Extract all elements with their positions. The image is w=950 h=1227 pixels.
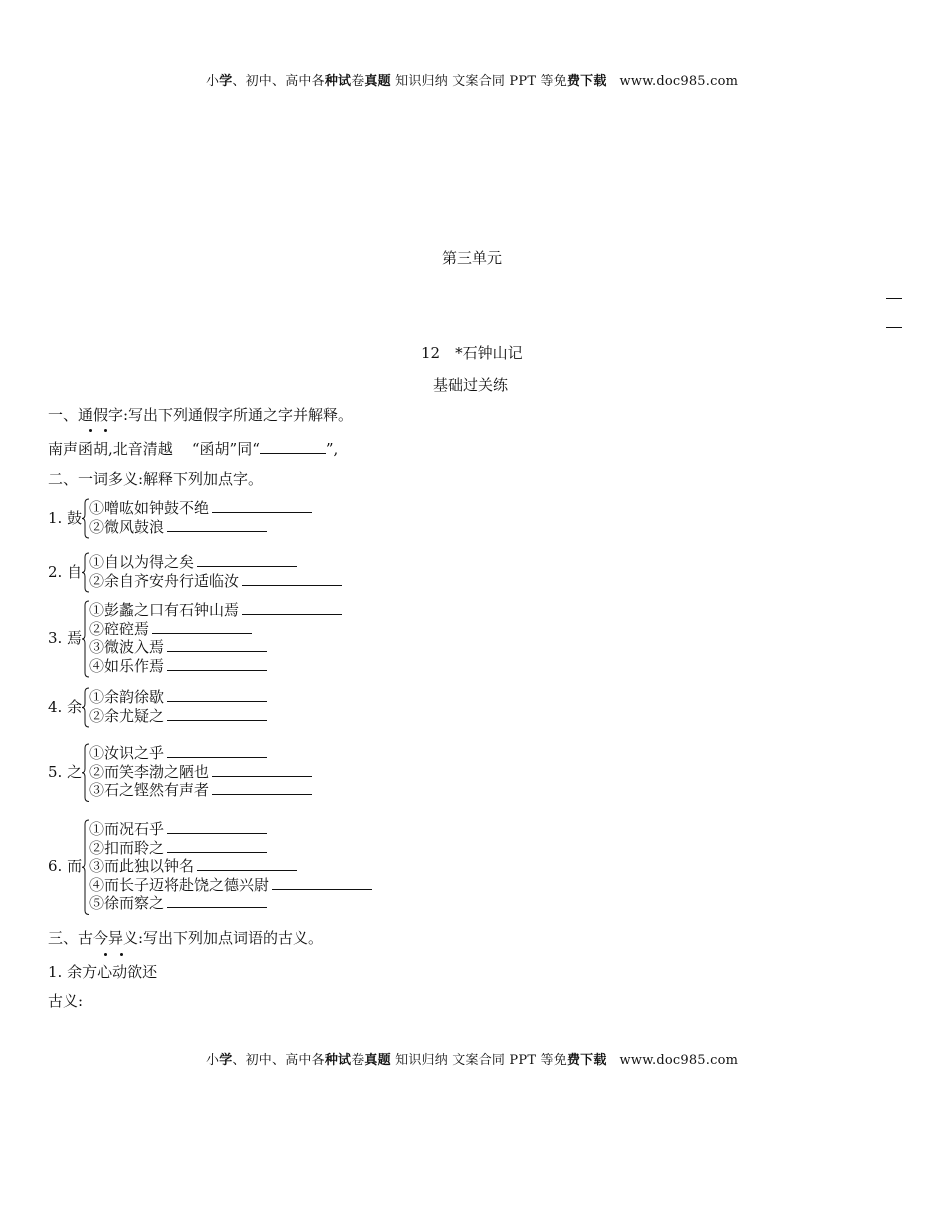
banner-text: 文案合同 PPT 等免 [452, 1053, 567, 1068]
emphasis-dot [89, 429, 92, 432]
section-title: 基础过关练 [433, 376, 509, 394]
banner-text: 知识归纳 [390, 1053, 453, 1068]
list-item [89, 516, 267, 537]
answer-blank[interactable] [212, 780, 312, 795]
list-item [89, 892, 267, 913]
header-banner [206, 70, 738, 89]
emphasis-dot [120, 953, 123, 956]
banner-text: 费下载 [566, 74, 607, 89]
answer-label: 古义: [48, 992, 84, 1010]
sentence-text: 南声函胡,北音清越 [48, 440, 173, 458]
answer-blank[interactable] [167, 637, 267, 652]
item-text: ②余自齐安舟行适临汝 [89, 571, 240, 590]
answer-blank[interactable] [242, 600, 342, 615]
banner-text: 知识归纳 [390, 74, 453, 89]
prompt-text: ”, [325, 440, 339, 458]
margin-mark [886, 327, 902, 328]
item-text: ④而长子迈将赴饶之德兴尉 [89, 875, 270, 894]
banner-text: 小 [206, 1053, 220, 1068]
banner-text: 种试 [324, 1053, 352, 1068]
answer-blank[interactable] [167, 893, 267, 908]
footer-banner [206, 1049, 738, 1068]
item-text: ③而此独以钟名 [89, 857, 195, 875]
group-label: 4. 余 [48, 697, 83, 716]
banner-text: 卷 [351, 74, 365, 89]
answer-blank[interactable] [167, 706, 267, 721]
answer-blank[interactable] [272, 875, 372, 890]
banner-text: 学 [219, 1053, 233, 1068]
answer-blank[interactable] [167, 819, 267, 834]
answer-blank[interactable] [167, 743, 267, 758]
item-text: ②硿硿焉 [89, 619, 150, 638]
answer-blank[interactable] [167, 687, 267, 702]
item-text: ②余尤疑之 [89, 706, 165, 725]
emphasis-dot [104, 953, 107, 956]
item-text: ②微风鼓浪 [89, 517, 165, 536]
item-text: ③微波入焉 [89, 638, 165, 656]
prompt-text: “函胡”同“ [191, 440, 260, 458]
unit-title: 第三单元 [442, 249, 503, 267]
item-text: ④如乐作焉 [89, 656, 165, 675]
item-text: ①而况石乎 [89, 820, 165, 838]
list-item [89, 705, 267, 726]
group-label: 1. 鼓 [48, 508, 83, 527]
list-item [89, 570, 342, 591]
group-label: 5. 之 [48, 762, 83, 781]
banner-text: 学 [219, 74, 233, 89]
emphasis-dot [104, 429, 107, 432]
lesson-title: 12 *石钟山记 [421, 344, 523, 362]
banner-text: 真题 [364, 74, 391, 89]
answer-blank[interactable] [242, 571, 342, 586]
banner-text: 真题 [364, 1053, 391, 1068]
item-text: ②而笑李渤之陋也 [89, 762, 210, 781]
list-item [89, 655, 267, 676]
group-label: 6. 而 [48, 857, 83, 876]
item-text: ①噌吰如钟鼓不绝 [89, 499, 210, 517]
answer-blank[interactable] [260, 439, 326, 454]
item-text: ①汝识之乎 [89, 744, 165, 762]
banner-text: 小 [206, 74, 220, 89]
item-text: ①自以为得之矣 [89, 553, 195, 571]
item-text: ②扣而聆之 [89, 838, 165, 857]
answer-blank[interactable] [197, 856, 297, 871]
banner-text: 费下载 [566, 1053, 607, 1068]
answer-blank[interactable] [167, 656, 267, 671]
item-text: ③石之铿然有声者 [89, 781, 210, 799]
banner-text: 、初中、高中各 [232, 1053, 325, 1068]
item-text: ⑤徐而察之 [89, 894, 165, 912]
banner-text: 种试 [324, 74, 352, 89]
banner-text: 、初中、高中各 [232, 74, 325, 89]
question-3-heading: 三、古今异义:写出下列加点词语的古义。 [48, 929, 324, 947]
item-text: ①彭蠡之口有石钟山焉 [89, 601, 240, 619]
question-1-sentence [48, 438, 338, 459]
banner-url-link[interactable]: www.doc985.com [619, 74, 739, 89]
answer-blank[interactable] [167, 838, 267, 853]
question-1-heading: 一、通假字:写出下列通假字所通之字并解释。 [48, 406, 354, 424]
answer-blank[interactable] [212, 762, 312, 777]
group-label: 3. 焉 [48, 629, 83, 647]
item-text: ①余韵徐歇 [89, 688, 165, 706]
banner-url-link[interactable]: www.doc985.com [619, 1053, 739, 1068]
question-2-heading: 二、一词多义:解释下列加点字。 [48, 470, 264, 488]
question-3-item-1: 1. 余方心动欲还 [48, 963, 158, 981]
group-label: 2. 自 [48, 562, 83, 581]
answer-blank[interactable] [212, 498, 312, 513]
answer-blank[interactable] [167, 517, 267, 532]
list-item [89, 779, 312, 800]
banner-text: 文案合同 PPT 等免 [452, 74, 567, 89]
banner-text: 卷 [351, 1053, 365, 1068]
answer-blank[interactable] [152, 619, 252, 634]
answer-blank[interactable] [197, 552, 297, 567]
margin-mark [886, 298, 902, 299]
